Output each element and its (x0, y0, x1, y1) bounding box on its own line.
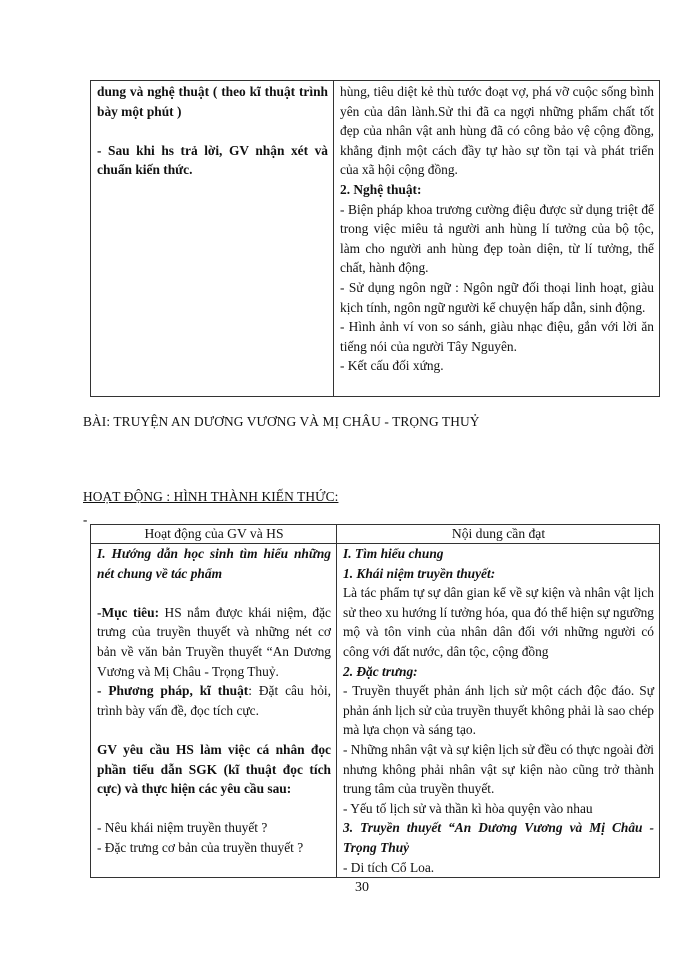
objective-label: -Mục tiêu: (97, 604, 160, 620)
method-text: : Đặt câu hỏi, trình bày vấn đề, đọc tích cực. (97, 683, 331, 718)
trait-item: - Những nhân vật và sự kiện lịch sử đều có thực ngoài đời nhưng không phải nhân vật sự kiện nào cũng trở thành trung tâm của truyền thuyết. (343, 741, 654, 797)
content-table-continued (90, 80, 660, 397)
trait-item: - Yếu tố lịch sử và thần kì hòa quyện vào nhau (343, 800, 593, 816)
guidance-heading: I. Hướng dẫn học sinh tìm hiểu những nét chung về tác phẩm (97, 546, 331, 581)
table-header-row (91, 525, 660, 544)
dash-mark: - (83, 512, 88, 527)
relic-item: - Di tích Cổ Loa. (343, 859, 435, 875)
lesson-title: BÀI: TRUYỆN AN DƯƠNG VƯƠNG VÀ MỊ CHÂU - TRỌNG THUỶ (83, 414, 480, 429)
objective-paragraph (97, 603, 331, 681)
question-item: - Đặc trưng cơ bản của truyền thuyết ? (97, 839, 304, 855)
art-item: - Hình ảnh ví von so sánh, giàu nhạc điệu, gắn với lời ăn tiếng nói của người Tây Nguyên. (340, 319, 654, 354)
overview-heading: I. Tìm hiểu chung (343, 546, 444, 561)
objective-text: HS nắm được khái niệm, đặc trưng của truyền thuyết và những nét cơ bản về văn bản Truyền thuyết “An Dương Vương và Mị Châu - Trọng Thuỷ. (97, 604, 331, 679)
section-title: HOẠT ĐỘNG : HÌNH THÀNH KIẾN THỨC: (83, 489, 339, 504)
art-heading: 2. Nghệ thuật: (340, 181, 422, 197)
table-row (91, 81, 660, 397)
method-paragraph (97, 681, 331, 720)
story-subheading: 3. Truyền thuyết “An Dương Vương và Mị Châu - Trọng Thuỷ (343, 820, 654, 855)
page-number: 30 (355, 880, 369, 895)
trait-item: - Truyền thuyết phản ánh lịch sử một cách độc đáo. Sự phản ánh lịch sử của truyền thuyết không phải là sao chép mà lựa chọn và sáng tạo. (343, 683, 654, 738)
content-cell (334, 81, 660, 397)
method-label: - Phương pháp, kĩ thuật (97, 683, 249, 699)
concept-subheading: 1. Khái niệm truyền thuyết: (343, 565, 496, 581)
art-item: - Sử dụng ngôn ngữ : Ngôn ngữ đối thoại linh hoạt, giàu kịch tính, ngôn ngữ người kể chuyện hấp dẫn, sinh động. (340, 279, 654, 315)
epic-summary-paragraph: hùng, tiêu diệt kẻ thù tước đoạt vợ, phá vỡ cuộc sống bình yên của dân lành.Sử thi đã ca ngợi những phẩm chất tốt đẹp của nhân vật anh hùng đã có công bảo vệ cộng đồng, khẳng định một cách đầy tự hào sự tồn tại và phát triển của xã hội cộng đồng. (340, 84, 654, 178)
column-header-activity: Hoạt động của GV và HS (91, 525, 337, 544)
teacher-activity-cell (91, 81, 334, 397)
question-item: - Nêu khái niệm truyền thuyết ? (97, 820, 268, 836)
content-cell (337, 544, 660, 878)
art-item: - Biện pháp khoa trương cường điệu được sử dụng triệt để trong việc miêu tả người anh hùng lí tưởng của bộ tộc, làm cho người anh hùng đẹp toàn diện, từ lí tưởng, thể chất, hành động. (340, 201, 654, 276)
column-header-content: Nội dung cần đạt (337, 525, 660, 544)
teacher-activity-cell (91, 544, 337, 878)
table-row (91, 544, 660, 878)
art-item: - Kết cấu đối xứng. (340, 358, 444, 374)
task-instruction: GV yêu cầu HS làm việc cá nhân đọc phần tiểu dẫn SGK (kĩ thuật đọc tích cực) và thực hiện các yêu cầu sau: (97, 741, 331, 797)
traits-subheading: 2. Đặc trưng: (343, 663, 418, 679)
teacher-note: - Sau khi hs trả lời, GV nhận xét và chuẩn kiến thức. (97, 142, 328, 178)
activity-table (90, 524, 660, 878)
technique-text: dung và nghệ thuật ( theo kĩ thuật trình bày một phút ) (97, 84, 328, 119)
definition-paragraph: Là tác phẩm tự sự dân gian kể về sự kiện và nhân vật lịch sử theo xu hướng lí tưởng hóa, qua đó thể hiện sự ngưỡng mộ và tôn vinh của nhân dân đối với những người có công với đất nước, dân tộc, cộng đồng (343, 585, 654, 659)
